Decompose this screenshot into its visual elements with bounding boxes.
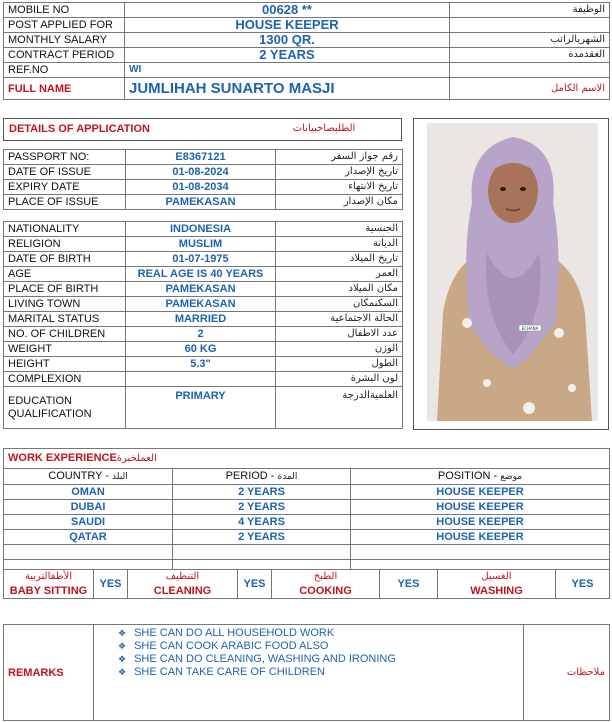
- remarks-list: [118, 627, 523, 679]
- passport-row: [4, 150, 403, 165]
- column-position: [351, 469, 610, 485]
- skill-arabic: التنظيف: [165, 571, 200, 582]
- header-info-label: MONTHLY SALARY: [4, 33, 125, 48]
- applicant-photo-illustration: [427, 123, 598, 421]
- header-info-label: MOBILE NO: [4, 3, 125, 18]
- header-info-value: HOUSE KEEPER: [125, 18, 450, 33]
- column-period-arabic: المدة: [277, 472, 298, 482]
- skill-english: BABY SITTING: [9, 585, 88, 597]
- education-arabic: العلميةالدرجة: [276, 387, 403, 429]
- header-info-arabic: العقدمدة: [450, 48, 610, 63]
- skill-answer: YES: [94, 570, 128, 599]
- personal-arabic: الوزن: [276, 342, 403, 357]
- work-experience-columns: [4, 469, 610, 485]
- passport-arabic: تاريخ الانتهاء: [276, 180, 403, 195]
- work-row: [4, 500, 610, 515]
- remarks-item: [118, 653, 523, 666]
- diamond-bullet-icon: ❖: [118, 628, 127, 638]
- header-info-arabic: الشهريالراتب: [450, 33, 610, 48]
- personal-row: [4, 282, 403, 297]
- skills-table: [3, 569, 610, 599]
- personal-label: MARITAL STATUS: [4, 312, 126, 327]
- header-info-row: [4, 48, 610, 63]
- personal-label: COMPLEXION: [4, 372, 126, 387]
- header-info-row: [4, 18, 610, 33]
- remarks-content: [94, 625, 524, 721]
- work-experience-table: [3, 448, 610, 575]
- education-label-line-2: QUALIFICATION: [8, 407, 92, 420]
- remarks-arabic: ملاحظات: [524, 625, 610, 721]
- header-info-table: [3, 2, 610, 100]
- personal-value: 2: [126, 327, 276, 342]
- photo-badge-text: ECHANA: [521, 326, 539, 331]
- passport-value: 01-08-2034: [126, 180, 276, 195]
- passport-label: DATE OF ISSUE: [4, 165, 126, 180]
- column-country: [4, 469, 173, 485]
- header-info-value: WI: [125, 63, 450, 78]
- personal-row: [4, 252, 403, 267]
- personal-label: WEIGHT: [4, 342, 126, 357]
- personal-row: [4, 237, 403, 252]
- personal-value: MARRIED: [126, 312, 276, 327]
- personal-arabic: العمر: [276, 267, 403, 282]
- skill-label-cell: [128, 570, 238, 599]
- work-country: QATAR: [4, 530, 173, 545]
- personal-arabic: الجنسية: [276, 222, 403, 237]
- personal-value: 5.3": [126, 357, 276, 372]
- passport-label: EXPIRY DATE: [4, 180, 126, 195]
- education-label: [4, 387, 126, 429]
- details-header-title: DETAILS OF APPLICATION: [9, 123, 150, 135]
- skill-answer: YES: [380, 570, 438, 599]
- passport-row: [4, 180, 403, 195]
- work-experience-title: WORK EXPERIENCE: [8, 452, 117, 464]
- skill-arabic: الطبخ: [313, 571, 338, 582]
- work-empty-row: [4, 545, 610, 560]
- header-info-value: 2 YEARS: [125, 48, 450, 63]
- work-period: 2 YEARS: [173, 485, 351, 500]
- passport-arabic: رقم جواز السفر: [276, 150, 403, 165]
- personal-label: DATE OF BIRTH: [4, 252, 126, 267]
- work-position: HOUSE KEEPER: [351, 500, 610, 515]
- header-info-row: [4, 33, 610, 48]
- skill-label-cell: [438, 570, 556, 599]
- personal-row: [4, 357, 403, 372]
- diamond-bullet-icon: ❖: [118, 641, 127, 651]
- skill-label-cell: [272, 570, 380, 599]
- column-country-label: COUNTRY -: [48, 470, 113, 482]
- passport-block: [3, 149, 402, 211]
- diamond-bullet-icon: ❖: [118, 654, 127, 664]
- personal-value: 01-07-1975: [126, 252, 276, 267]
- personal-label: NATIONALITY: [4, 222, 126, 237]
- personal-row: [4, 222, 403, 237]
- full-name-row: [4, 78, 610, 100]
- personal-label: LIVING TOWN: [4, 297, 126, 312]
- column-period: [173, 469, 351, 485]
- personal-value: PAMEKASAN: [126, 282, 276, 297]
- passport-value: PAMEKASAN: [126, 195, 276, 210]
- skill-answer: YES: [238, 570, 272, 599]
- education-value: PRIMARY: [126, 387, 276, 429]
- personal-arabic: مكان الميلاد: [276, 282, 403, 297]
- education-row: [4, 387, 403, 429]
- column-position-label: POSITION -: [437, 470, 501, 482]
- work-experience-block: [3, 448, 609, 569]
- work-row: [4, 515, 610, 530]
- personal-value: MUSLIM: [126, 237, 276, 252]
- remarks-label: REMARKS: [4, 625, 94, 721]
- passport-row: [4, 165, 403, 180]
- personal-arabic: الديانة: [276, 237, 403, 252]
- personal-value: PAMEKASAN: [126, 297, 276, 312]
- skill-arabic: الغسيل: [481, 571, 512, 582]
- work-country: OMAN: [4, 485, 173, 500]
- applicant-photo: [427, 123, 598, 421]
- skills-row: [4, 570, 610, 599]
- full-name-arabic: الاسم الكامل: [450, 78, 610, 100]
- personal-arabic: السكنمكان: [276, 297, 403, 312]
- education-label-line-1: EDUCATION: [8, 394, 72, 407]
- skill-label-cell: [4, 570, 94, 599]
- remarks-item: [118, 627, 523, 640]
- personal-row: [4, 297, 403, 312]
- header-info-label: CONTRACT PERIOD: [4, 48, 125, 63]
- column-period-label: PERIOD -: [225, 470, 278, 482]
- personal-label: PLACE OF BIRTH: [4, 282, 126, 297]
- personal-row: [4, 342, 403, 357]
- personal-value: INDONESIA: [126, 222, 276, 237]
- personal-value: 60 KG: [126, 342, 276, 357]
- work-period: 2 YEARS: [173, 500, 351, 515]
- personal-arabic: عدد الاطفال: [276, 327, 403, 342]
- work-position: HOUSE KEEPER: [351, 515, 610, 530]
- personal-arabic: الحالة الاجتماعية: [276, 312, 403, 327]
- remarks-row: [4, 625, 610, 721]
- remarks-item: [118, 666, 523, 679]
- header-info-row: [4, 3, 610, 18]
- work-experience-header-row: [4, 449, 610, 469]
- diamond-bullet-icon: ❖: [118, 667, 127, 677]
- work-country: DUBAI: [4, 500, 173, 515]
- passport-arabic: مكان الإصدار: [276, 195, 403, 210]
- column-position-arabic: موضع: [500, 472, 523, 482]
- remarks-item-text: SHE CAN DO ALL HOUSEHOLD WORK: [134, 627, 335, 639]
- work-experience-header: [4, 449, 610, 469]
- full-name-value: JUMLIHAH SUNARTO MASJI: [125, 78, 450, 100]
- personal-label: NO. OF CHILDREN: [4, 327, 126, 342]
- skill-english: CLEANING: [153, 585, 212, 597]
- personal-value: [126, 372, 276, 387]
- personal-row: [4, 327, 403, 342]
- remarks-item-text: SHE CAN DO CLEANING, WASHING AND IRONING: [134, 653, 396, 665]
- photo-frame: [413, 118, 609, 430]
- header-info-value: 00628 **: [125, 3, 450, 18]
- work-experience-arabic: العملخبرة: [116, 453, 157, 464]
- work-period: 4 YEARS: [173, 515, 351, 530]
- work-position: HOUSE KEEPER: [351, 485, 610, 500]
- header-info-label: REF.NO: [4, 63, 125, 78]
- work-row: [4, 485, 610, 500]
- passport-label: PASSPORT NO:: [4, 150, 126, 165]
- passport-value: E8367121: [126, 150, 276, 165]
- remarks-table: [3, 624, 610, 721]
- passport-row: [4, 195, 403, 210]
- remarks-item-text: SHE CAN COOK ARABIC FOOD ALSO: [134, 640, 329, 652]
- details-header-box: [3, 118, 402, 141]
- personal-value: REAL AGE IS 40 YEARS: [126, 267, 276, 282]
- work-row: [4, 530, 610, 545]
- header-info-arabic: [450, 63, 610, 78]
- header-info-arabic: [450, 18, 610, 33]
- header-info-arabic: الوظيفة: [450, 3, 610, 18]
- personal-table: [3, 221, 403, 429]
- passport-arabic: تاريخ الإصدار: [276, 165, 403, 180]
- personal-label: HEIGHT: [4, 357, 126, 372]
- work-period: 2 YEARS: [173, 530, 351, 545]
- skill-english: WASHING: [470, 585, 523, 597]
- skill-answer: YES: [556, 570, 610, 599]
- full-name-label: FULL NAME: [4, 78, 125, 100]
- personal-row: [4, 312, 403, 327]
- remarks-item-text: SHE CAN TAKE CARE OF CHILDREN: [134, 666, 325, 678]
- skill-english: COOKING: [299, 585, 352, 597]
- passport-value: 01-08-2024: [126, 165, 276, 180]
- personal-arabic: تاريخ الميلاد: [276, 252, 403, 267]
- remarks-block: [3, 624, 609, 720]
- header-info-block: [3, 2, 609, 104]
- personal-arabic: لون البشرة: [276, 372, 403, 387]
- details-header-arabic: الطلبصاحبيانات: [292, 123, 356, 134]
- work-country: SAUDI: [4, 515, 173, 530]
- skills-block: [3, 569, 609, 624]
- passport-label: PLACE OF ISSUE: [4, 195, 126, 210]
- skill-arabic: الأطفالتربية: [24, 571, 73, 582]
- header-info-value: 1300 QR.: [125, 33, 450, 48]
- personal-row: [4, 372, 403, 387]
- remarks-item: [118, 640, 523, 653]
- header-info-row: [4, 63, 610, 78]
- personal-row: [4, 267, 403, 282]
- header-info-label: POST APPLIED FOR: [4, 18, 125, 33]
- passport-table: [3, 149, 403, 210]
- personal-label: AGE: [4, 267, 126, 282]
- personal-arabic: الطول: [276, 357, 403, 372]
- work-position: HOUSE KEEPER: [351, 530, 610, 545]
- personal-block: [3, 221, 402, 433]
- column-country-arabic: البلد: [112, 472, 128, 482]
- personal-label: RELIGION: [4, 237, 126, 252]
